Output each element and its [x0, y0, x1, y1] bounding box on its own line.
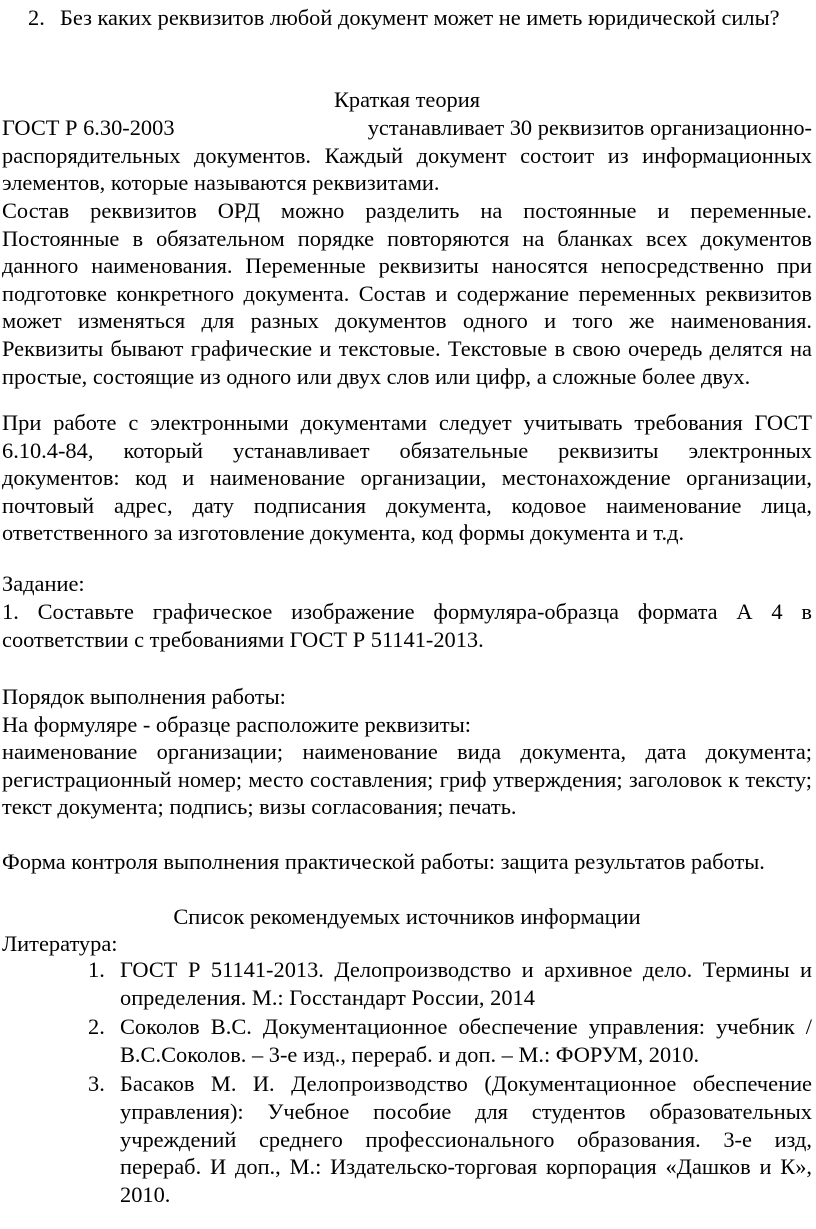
question-text: Без каких реквизитов любой документ может не иметь юридической силы?: [60, 5, 780, 30]
procedure-intro: На формуляре - образце расположите реквизиты:: [2, 712, 471, 737]
task-text: 1. Составьте графическое изображение формуляра-образца формата А 4 в соответствии с требованиями ГОСТ Р 51141-2013.: [2, 599, 812, 652]
theory-paragraph-1-text: распорядительных документов. Каждый документ состоит из информационных элементов, которые называются реквизитами.: [2, 142, 812, 196]
reference-item: [88, 1070, 812, 1208]
question-item: [28, 4, 812, 32]
gost-line: [2, 114, 812, 142]
control-form-text: Форма контроля выполнения практической работы: защита результатов работы.: [2, 849, 765, 874]
gost-line-rest: устанавливает 30 реквизитов организационно-: [367, 115, 812, 140]
reference-item: [88, 956, 812, 1011]
reference-number: 1.: [88, 957, 105, 982]
procedure-text: наименование организации; наименование вида документа, дата документа; регистрационный номер; место составления; гриф утверждения; заголовок к тексту; текст документа; подпись; визы согласования; печать.: [2, 739, 812, 820]
gost-reference: ГОСТ Р 6.30-2003: [2, 115, 175, 140]
theory-heading: Краткая теория: [333, 87, 481, 112]
procedure-label: Порядок выполнения работы:: [2, 684, 286, 709]
reference-text: ГОСТ Р 51141-2013. Делопроизводство и архивное дело. Термины и определения. М.: Госстандарт России, 2014: [120, 957, 812, 1010]
theory-paragraph-2: Состав реквизитов ОРД можно разделить на постоянные и переменные. Постоянные в обязательном порядке повторяются на бланках всех документов данного наименования. Переменные реквизиты наносятся непосредственно при подготовке конкретного документа. Состав и содержание переменных реквизитов может изменяться для разных документов одного и того же наименования. Реквизиты бывают графические и текстовые. Текстовые в свою очередь делятся на простые, состоящие из одного или двух слов или цифр, а сложные более двух.: [2, 198, 812, 389]
reference-text: Соколов В.С. Документационное обеспечение управления: учебник / В.С.Соколов. – 3-е изд., перераб. и доп. – М.: ФОРУМ, 2010.: [120, 1014, 812, 1067]
task-label: Задание:: [2, 571, 85, 596]
theory-paragraph-3: При работе с электронными документами следует учитывать требования ГОСТ 6.10.4-84, который устанавливает обязательные реквизиты электронных документов: код и наименование организации, местонахождение организации, почтовый адрес, дату подписания документа, кодовое наименование лица, ответственного за изготовление документа, код формы документа и т.д.: [2, 410, 812, 546]
reference-number: 2.: [88, 1014, 105, 1040]
theory-paragraph-1: [2, 114, 812, 197]
reference-item: [88, 1013, 812, 1068]
reference-list: [88, 956, 812, 1210]
sources-heading: Список рекомендуемых источников информации: [173, 904, 641, 929]
question-number: 2.: [28, 5, 45, 30]
reference-text: Басаков М. И. Делопроизводство (Документационное обеспечение управления): Учебное пособие для студентов образовательных учреждений среднего профессионального образования. 3-е изд, перераб. И доп., М.: Издательско-торговая корпорация «Дашков и К», 2010.: [120, 1071, 812, 1207]
reference-number: 3.: [88, 1071, 105, 1097]
literature-label: Литература:: [2, 931, 118, 956]
